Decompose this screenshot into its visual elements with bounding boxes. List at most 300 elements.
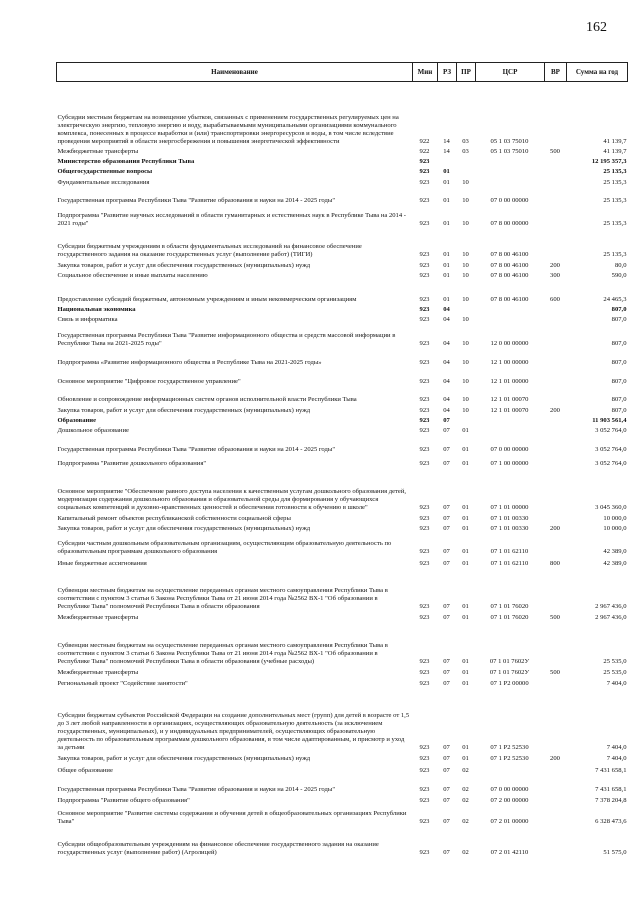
cell-min: 922 bbox=[419, 137, 430, 145]
cell-rz: 07 bbox=[443, 514, 450, 522]
cell-sum: 7 404,0 bbox=[606, 679, 627, 687]
table-row bbox=[57, 270, 628, 280]
cell-csr bbox=[476, 763, 545, 775]
cell-sum: 41 139,7 bbox=[603, 137, 627, 145]
cell-min: 923 bbox=[419, 157, 430, 165]
cell-csr bbox=[476, 166, 545, 176]
cell-vr bbox=[545, 688, 567, 752]
cell-rz: 07 bbox=[443, 657, 450, 665]
table-row bbox=[57, 205, 628, 228]
cell-pr: 10 bbox=[462, 178, 469, 186]
cell-rz: 01 bbox=[443, 219, 450, 227]
cell-rz: 07 bbox=[443, 743, 450, 751]
budget-table bbox=[56, 62, 628, 857]
cell-vr bbox=[545, 805, 567, 826]
cell-pr bbox=[457, 304, 476, 314]
cell-rz: 07 bbox=[443, 766, 450, 774]
cell-name: Социальное обеспечение и иные выплаты населению bbox=[57, 271, 208, 279]
cell-name: Региональный проект "Содействие занятости" bbox=[57, 679, 188, 687]
cell-rz bbox=[438, 156, 457, 166]
table-row bbox=[57, 533, 628, 556]
cell-vr bbox=[545, 415, 567, 425]
cell-csr bbox=[476, 156, 545, 166]
cell-pr: 01 bbox=[462, 445, 469, 453]
cell-pr: 01 bbox=[462, 426, 469, 434]
page-number: 162 bbox=[586, 20, 607, 35]
cell-rz: 14 bbox=[443, 137, 450, 145]
cell-name: Закупка товаров, работ и услуг для обеспечения государственных (муниципальных) нужд bbox=[57, 754, 311, 762]
cell-sum: 7 431 658,1 bbox=[595, 785, 627, 793]
table-row bbox=[57, 688, 628, 752]
cell-rz: 04 bbox=[443, 395, 450, 403]
table-row bbox=[57, 826, 628, 857]
cell-min: 923 bbox=[419, 426, 430, 434]
cell-rz: 07 bbox=[443, 613, 450, 621]
cell-csr: 07 1 00 00000 bbox=[490, 459, 529, 467]
cell-min: 923 bbox=[419, 613, 430, 621]
cell-sum: 7 404,0 bbox=[606, 754, 627, 762]
cell-name: Министерство образования Республики Тыва bbox=[57, 157, 195, 165]
cell-vr bbox=[545, 425, 567, 435]
cell-min: 923 bbox=[419, 315, 430, 323]
cell-sum: 3 052 764,0 bbox=[595, 445, 627, 453]
table-row bbox=[57, 775, 628, 794]
cell-name: Подпрограмма "Развитие общего образования" bbox=[57, 796, 190, 804]
cell-csr: 12 1 01 00070 bbox=[490, 395, 529, 403]
cell-sum: 3 052 764,0 bbox=[595, 426, 627, 434]
table-row bbox=[57, 622, 628, 666]
cell-vr: 500 bbox=[550, 668, 560, 676]
cell-sum: 10 000,0 bbox=[603, 524, 627, 532]
cell-csr: 05 1 03 75010 bbox=[490, 137, 529, 145]
cell-vr bbox=[545, 205, 567, 228]
cell-pr: 01 bbox=[462, 613, 469, 621]
cell-name: Субсидии бюджетам субъектов Российской Федерации на создание дополнительных мест (групп) для детей в возрасте от 1,5 до 3 лет любой направленности в организациях, осуществляющих образовательную деятельность (за исключением государственных, муниципальных), и у индивидуальных предпринимателей, осуществляющих образовательную деятельность по образовательным программам дошкольного образования, в том числе адаптированным, и присмотр и уход за детьми bbox=[57, 711, 410, 751]
cell-csr: 07 2 00 00000 bbox=[490, 796, 529, 804]
cell-pr: 10 bbox=[462, 250, 469, 258]
cell-name: Межбюджетные трансферты bbox=[57, 668, 139, 676]
header-pr: ПР bbox=[457, 63, 476, 82]
cell-min: 923 bbox=[419, 271, 430, 279]
cell-rz: 07 bbox=[443, 426, 450, 434]
cell-csr: 07 1 01 7602У bbox=[489, 668, 530, 676]
table-row bbox=[57, 82, 628, 146]
cell-min: 923 bbox=[419, 602, 430, 610]
cell-rz: 04 bbox=[443, 315, 450, 323]
cell-sum: 7 404,0 bbox=[606, 743, 627, 751]
cell-name: Предоставление субсидий бюджетным, автономным учреждениям и иным некоммерческим организациям bbox=[57, 295, 357, 303]
cell-name: Субвенции местным бюджетам на осуществление переданных органам местного самоуправления Республики Тыва в соответствии с пунктом 3 статьи 6 Закона Республики Тыва от 21 июня 2014 года №2562 ВХ-1 "Об образовании в Республике Тыва" полномочий Республики Тыва в области образования bbox=[57, 586, 388, 610]
table-row bbox=[57, 187, 628, 205]
cell-vr bbox=[545, 435, 567, 454]
cell-name: Иные бюджетные ассигнования bbox=[57, 559, 147, 567]
cell-pr: 01 bbox=[462, 679, 469, 687]
cell-sum: 25 135,3 bbox=[603, 250, 627, 258]
cell-sum: 41 139,7 bbox=[603, 147, 627, 155]
cell-csr: 07 1 01 76020 bbox=[490, 602, 529, 610]
cell-rz: 07 bbox=[443, 445, 450, 453]
cell-min: 923 bbox=[419, 817, 430, 825]
cell-rz: 04 bbox=[443, 377, 450, 385]
cell-pr: 02 bbox=[462, 796, 469, 804]
cell-sum: 3 052 764,0 bbox=[595, 459, 627, 467]
cell-name: Закупка товаров, работ и услуг для обеспечения государственных (муниципальных) нужд bbox=[57, 261, 311, 269]
cell-vr bbox=[545, 386, 567, 404]
cell-csr: 07 1 01 00330 bbox=[490, 524, 529, 532]
cell-sum: 51 575,0 bbox=[603, 848, 627, 856]
cell-name: Основное мероприятие "Цифровое государственное управление" bbox=[57, 377, 241, 385]
cell-min: 923 bbox=[419, 305, 430, 313]
cell-rz: 01 bbox=[443, 250, 450, 258]
cell-vr bbox=[545, 228, 567, 259]
cell-sum: 807,0 bbox=[611, 406, 627, 414]
cell-rz: 01 bbox=[443, 261, 450, 269]
cell-rz: 14 bbox=[443, 147, 450, 155]
table-row bbox=[57, 348, 628, 367]
cell-pr: 02 bbox=[462, 766, 469, 774]
cell-name: Общегосударственные вопросы bbox=[57, 167, 153, 175]
table-row bbox=[57, 156, 628, 166]
table-row bbox=[57, 228, 628, 259]
cell-vr bbox=[545, 348, 567, 367]
cell-pr: 01 bbox=[462, 547, 469, 555]
cell-rz: 01 bbox=[443, 271, 450, 279]
cell-pr: 01 bbox=[462, 524, 469, 532]
cell-vr bbox=[545, 826, 567, 857]
cell-csr: 07 1 P2 52530 bbox=[490, 743, 529, 751]
cell-pr: 10 bbox=[462, 358, 469, 366]
cell-rz: 04 bbox=[443, 339, 450, 347]
cell-sum: 25 135,3 bbox=[603, 178, 627, 186]
table-row bbox=[57, 435, 628, 454]
cell-pr: 02 bbox=[462, 848, 469, 856]
cell-min: 923 bbox=[419, 668, 430, 676]
cell-vr bbox=[545, 314, 567, 324]
cell-name: Закупка товаров, работ и услуг для обеспечения государственных (муниципальных) нужд bbox=[57, 524, 311, 532]
cell-name: Основное мероприятие "Развитие системы содержания и обучения детей в общеобразовательных организациях Республики Тыва" bbox=[57, 809, 407, 825]
cell-vr bbox=[545, 568, 567, 611]
cell-csr bbox=[476, 425, 545, 435]
cell-vr bbox=[545, 794, 567, 805]
cell-rz: 07 bbox=[443, 459, 450, 467]
cell-vr bbox=[545, 156, 567, 166]
cell-vr: 300 bbox=[550, 271, 560, 279]
cell-name: Обновление и сопровождение информационных систем органов исполнительной власти Республики Тыва bbox=[57, 395, 357, 403]
table-row bbox=[57, 146, 628, 156]
cell-csr bbox=[476, 415, 545, 425]
cell-sum: 24 465,3 bbox=[603, 295, 627, 303]
cell-rz: 04 bbox=[443, 305, 450, 313]
cell-name: Субсидии частным дошкольным образовательным организациям, осуществляющим образовательную деятельность по образовательным программам дошкольного образования bbox=[57, 539, 392, 555]
cell-sum: 80,0 bbox=[614, 261, 627, 269]
cell-sum: 3 045 360,0 bbox=[595, 503, 627, 511]
cell-csr bbox=[476, 176, 545, 187]
cell-rz: 07 bbox=[443, 668, 450, 676]
cell-min: 923 bbox=[419, 796, 430, 804]
cell-csr: 07 1 01 00000 bbox=[490, 503, 529, 511]
cell-pr: 10 bbox=[462, 219, 469, 227]
cell-pr: 10 bbox=[462, 406, 469, 414]
cell-rz: 01 bbox=[443, 196, 450, 204]
cell-name: Субсидии бюджетным учреждениям в области фундаментальных исследований на финансовое обеспечение государственного задания на оказание государственных услуг (выполнение работ) (ТИГИ) bbox=[57, 242, 362, 258]
cell-sum: 807,0 bbox=[611, 377, 627, 385]
cell-pr: 10 bbox=[462, 196, 469, 204]
cell-min: 923 bbox=[419, 219, 430, 227]
table-row bbox=[57, 176, 628, 187]
cell-pr: 03 bbox=[462, 147, 469, 155]
cell-vr: 600 bbox=[550, 295, 560, 303]
cell-pr bbox=[457, 415, 476, 425]
cell-vr bbox=[545, 324, 567, 348]
table-row bbox=[57, 568, 628, 611]
table-row bbox=[57, 805, 628, 826]
cell-csr: 07 1 P2 52530 bbox=[490, 754, 529, 762]
cell-vr: 500 bbox=[550, 147, 560, 155]
cell-rz: 07 bbox=[443, 524, 450, 532]
cell-min: 923 bbox=[419, 547, 430, 555]
cell-pr: 10 bbox=[462, 395, 469, 403]
cell-vr: 200 bbox=[550, 754, 560, 762]
table-row bbox=[57, 556, 628, 568]
cell-rz: 04 bbox=[443, 406, 450, 414]
cell-sum: 10 000,0 bbox=[603, 514, 627, 522]
cell-name: Национальная экономика bbox=[57, 305, 136, 313]
cell-min: 923 bbox=[419, 754, 430, 762]
cell-sum: 25 535,0 bbox=[603, 657, 627, 665]
table-row bbox=[57, 304, 628, 314]
cell-sum: 807,0 bbox=[611, 395, 627, 403]
cell-name: Государственная программа Республики Тыва "Развитие образования и науки на 2014 - 2025 годы" bbox=[57, 785, 336, 793]
cell-pr: 10 bbox=[462, 377, 469, 385]
cell-csr: 07 1 01 7602У bbox=[489, 657, 530, 665]
cell-rz: 07 bbox=[443, 559, 450, 567]
cell-csr: 12 1 00 00000 bbox=[490, 358, 529, 366]
cell-sum: 42 389,0 bbox=[603, 547, 627, 555]
cell-csr: 05 1 03 75010 bbox=[490, 147, 529, 155]
cell-min: 923 bbox=[419, 514, 430, 522]
cell-min: 923 bbox=[419, 377, 430, 385]
cell-vr bbox=[545, 533, 567, 556]
cell-sum: 2 967 436,0 bbox=[595, 602, 627, 610]
cell-name: Закупка товаров, работ и услуг для обеспечения государственных (муниципальных) нужд bbox=[57, 406, 311, 414]
cell-pr: 01 bbox=[462, 668, 469, 676]
header-sum: Сумма на год bbox=[567, 63, 628, 82]
cell-rz: 01 bbox=[443, 178, 450, 186]
cell-sum: 807,0 bbox=[611, 305, 627, 313]
cell-csr: 07 1 01 00330 bbox=[490, 514, 529, 522]
cell-vr bbox=[545, 454, 567, 468]
cell-sum: 7 431 658,1 bbox=[595, 766, 627, 774]
cell-vr bbox=[545, 304, 567, 314]
cell-min: 923 bbox=[419, 559, 430, 567]
table-row bbox=[57, 280, 628, 304]
cell-min: 923 bbox=[419, 395, 430, 403]
cell-pr: 10 bbox=[462, 315, 469, 323]
cell-pr: 01 bbox=[462, 754, 469, 762]
table-row bbox=[57, 512, 628, 523]
cell-vr: 200 bbox=[550, 406, 560, 414]
cell-vr bbox=[545, 166, 567, 176]
header-vr: ВР bbox=[545, 63, 567, 82]
cell-min: 923 bbox=[419, 679, 430, 687]
cell-sum: 25 535,0 bbox=[603, 668, 627, 676]
cell-rz: 07 bbox=[443, 848, 450, 856]
cell-min: 923 bbox=[419, 524, 430, 532]
cell-rz: 01 bbox=[443, 295, 450, 303]
cell-rz: 07 bbox=[443, 679, 450, 687]
cell-rz: 07 bbox=[443, 796, 450, 804]
cell-csr: 07 8 00 46100 bbox=[490, 271, 529, 279]
cell-csr: 12 1 01 00070 bbox=[490, 406, 529, 414]
table-row bbox=[57, 677, 628, 688]
table-row bbox=[57, 324, 628, 348]
cell-min: 922 bbox=[419, 147, 430, 155]
cell-min: 923 bbox=[419, 178, 430, 186]
cell-pr: 10 bbox=[462, 261, 469, 269]
cell-csr bbox=[476, 304, 545, 314]
cell-vr bbox=[545, 763, 567, 775]
cell-csr: 07 1 01 62110 bbox=[490, 547, 529, 555]
cell-sum: 6 328 473,6 bbox=[595, 817, 627, 825]
cell-name: Субсидии местным бюджетам на возмещение убытков, связанных с применением государственных регулируемых цен на электрическую энергию, тепловую энергию и воду, вырабатываемыми муниципальными организациями коммунального комплекса, понесенных в процессе выработки и (или) транспортировки энергоресурсов и воды, в том числе вследствие проведения мероприятий в области энергосбережения и повышения энергетической эффективности bbox=[57, 113, 399, 145]
cell-csr: 07 2 01 42110 bbox=[490, 848, 529, 856]
table-row bbox=[57, 386, 628, 404]
cell-min: 923 bbox=[419, 445, 430, 453]
cell-sum: 42 389,0 bbox=[603, 559, 627, 567]
cell-vr: 500 bbox=[550, 613, 560, 621]
cell-min: 923 bbox=[419, 785, 430, 793]
cell-pr: 02 bbox=[462, 785, 469, 793]
cell-name: Общее образование bbox=[57, 766, 113, 774]
header-csr: ЦСР bbox=[476, 63, 545, 82]
table-header-row bbox=[57, 63, 628, 82]
table-row bbox=[57, 454, 628, 468]
cell-vr bbox=[545, 82, 567, 146]
cell-sum: 807,0 bbox=[611, 339, 627, 347]
cell-vr bbox=[545, 622, 567, 666]
cell-sum: 12 195 357,3 bbox=[591, 157, 627, 165]
cell-pr bbox=[457, 166, 476, 176]
cell-name: Подпрограмма "Развитие научных исследований в области гуманитарных и естественных наук в Республике Тыва на 2014 - 2021 годы" bbox=[57, 211, 406, 227]
cell-min: 923 bbox=[419, 766, 430, 774]
cell-name: Основное мероприятие "Обеспечение равного доступа населения к качественным услугам дошкольного образования детей, модернизация содержания дошкольного образования и образовательной среды для формирования у обучающихся социальных компетенций и духовно-нравственных ценностей и обеспечения готовности к обучению в школе" bbox=[57, 487, 407, 511]
cell-min: 923 bbox=[419, 167, 430, 175]
cell-min: 923 bbox=[419, 250, 430, 258]
cell-csr: 07 8 00 00000 bbox=[490, 219, 529, 227]
cell-rz: 07 bbox=[443, 817, 450, 825]
cell-pr: 10 bbox=[462, 339, 469, 347]
cell-csr: 07 0 00 00000 bbox=[490, 196, 529, 204]
cell-min: 923 bbox=[419, 406, 430, 414]
cell-rz: 07 bbox=[443, 547, 450, 555]
cell-pr: 01 bbox=[462, 743, 469, 751]
cell-min: 923 bbox=[419, 459, 430, 467]
cell-rz: 07 bbox=[443, 416, 450, 424]
cell-vr bbox=[545, 187, 567, 205]
cell-min: 923 bbox=[419, 261, 430, 269]
cell-name: Капитальный ремонт объектов республиканской собственности социальной сферы bbox=[57, 514, 291, 522]
cell-sum: 590,0 bbox=[611, 271, 627, 279]
cell-sum: 807,0 bbox=[611, 315, 627, 323]
cell-min: 923 bbox=[419, 196, 430, 204]
cell-min: 923 bbox=[419, 339, 430, 347]
cell-csr: 07 2 01 00000 bbox=[490, 817, 529, 825]
cell-vr bbox=[545, 468, 567, 512]
table-body bbox=[57, 82, 628, 857]
cell-csr: 07 0 00 00000 bbox=[490, 785, 529, 793]
cell-name: Межбюджетные трансферты bbox=[57, 613, 139, 621]
cell-min: 923 bbox=[419, 358, 430, 366]
cell-min: 923 bbox=[419, 743, 430, 751]
cell-vr bbox=[545, 176, 567, 187]
table-row bbox=[57, 259, 628, 270]
table-row bbox=[57, 314, 628, 324]
cell-name: Межбюджетные трансферты bbox=[57, 147, 139, 155]
header-rz: РЗ bbox=[438, 63, 457, 82]
table-row bbox=[57, 666, 628, 677]
cell-vr bbox=[545, 775, 567, 794]
cell-pr: 10 bbox=[462, 271, 469, 279]
cell-vr bbox=[545, 512, 567, 523]
cell-rz: 07 bbox=[443, 503, 450, 511]
cell-rz: 04 bbox=[443, 358, 450, 366]
cell-pr: 01 bbox=[462, 657, 469, 665]
cell-sum: 11 903 561,4 bbox=[592, 416, 627, 424]
cell-csr: 07 0 00 00000 bbox=[490, 445, 529, 453]
cell-csr bbox=[476, 314, 545, 324]
cell-rz: 07 bbox=[443, 754, 450, 762]
cell-min: 923 bbox=[419, 503, 430, 511]
cell-name: Подпрограмма «Развитие информационного общества в Республике Тыва на 2021-2025 годы» bbox=[57, 358, 322, 366]
cell-name: Связь и информатика bbox=[57, 315, 118, 323]
cell-rz: 07 bbox=[443, 785, 450, 793]
cell-pr: 10 bbox=[462, 295, 469, 303]
cell-csr: 12 0 00 00000 bbox=[490, 339, 529, 347]
cell-min: 923 bbox=[419, 416, 430, 424]
table-row bbox=[57, 404, 628, 415]
cell-sum: 25 135,3 bbox=[603, 196, 627, 204]
cell-min: 923 bbox=[419, 295, 430, 303]
cell-csr: 07 8 00 46100 bbox=[490, 261, 529, 269]
cell-sum: 2 967 436,0 bbox=[595, 613, 627, 621]
table-row bbox=[57, 523, 628, 533]
cell-sum: 25 135,3 bbox=[603, 219, 627, 227]
cell-name: Фундаментальные исследования bbox=[57, 178, 150, 186]
cell-name: Образование bbox=[57, 416, 97, 424]
cell-name: Государственная программа Республики Тыва "Развитие образования и науки на 2014 - 2025 годы" bbox=[57, 445, 336, 453]
header-name: Наименование bbox=[57, 63, 413, 82]
cell-name: Субсидии общеобразовательным учреждениям на финансовое обеспечение государственного задания на оказание государственных услуг (выполнение работ) (Агролицей) bbox=[57, 840, 379, 856]
cell-name: Государственная программа Республики Тыва "Развитие информационного общества и средств массовой информации в Республике Тыва на 2021-2025 годы" bbox=[57, 331, 396, 347]
cell-name: Субвенции местным бюджетам на осуществление переданных органам местного самоуправления Республики Тыва в соответствии с пунктом 3 статьи 6 Закона Республики Тыва от 21 июня 2014 года №2562 ВХ-1 "Об образовании в Республике Тыва" полномочий Республики Тыва в области образования (учебные расходы) bbox=[57, 641, 388, 665]
cell-name: Государственная программа Республики Тыва "Развитие образования и науки на 2014 - 2025 годы" bbox=[57, 196, 336, 204]
table-row bbox=[57, 763, 628, 775]
cell-rz: 01 bbox=[443, 167, 450, 175]
table-row bbox=[57, 468, 628, 512]
cell-pr: 01 bbox=[462, 602, 469, 610]
cell-vr: 200 bbox=[550, 524, 560, 532]
cell-sum: 7 378 204,8 bbox=[595, 796, 627, 804]
cell-vr: 200 bbox=[550, 261, 560, 269]
table-row bbox=[57, 611, 628, 622]
table-row bbox=[57, 425, 628, 435]
table-row bbox=[57, 367, 628, 386]
cell-pr: 02 bbox=[462, 817, 469, 825]
cell-rz: 07 bbox=[443, 602, 450, 610]
table-row bbox=[57, 415, 628, 425]
cell-sum: 807,0 bbox=[611, 358, 627, 366]
cell-vr: 800 bbox=[550, 559, 560, 567]
